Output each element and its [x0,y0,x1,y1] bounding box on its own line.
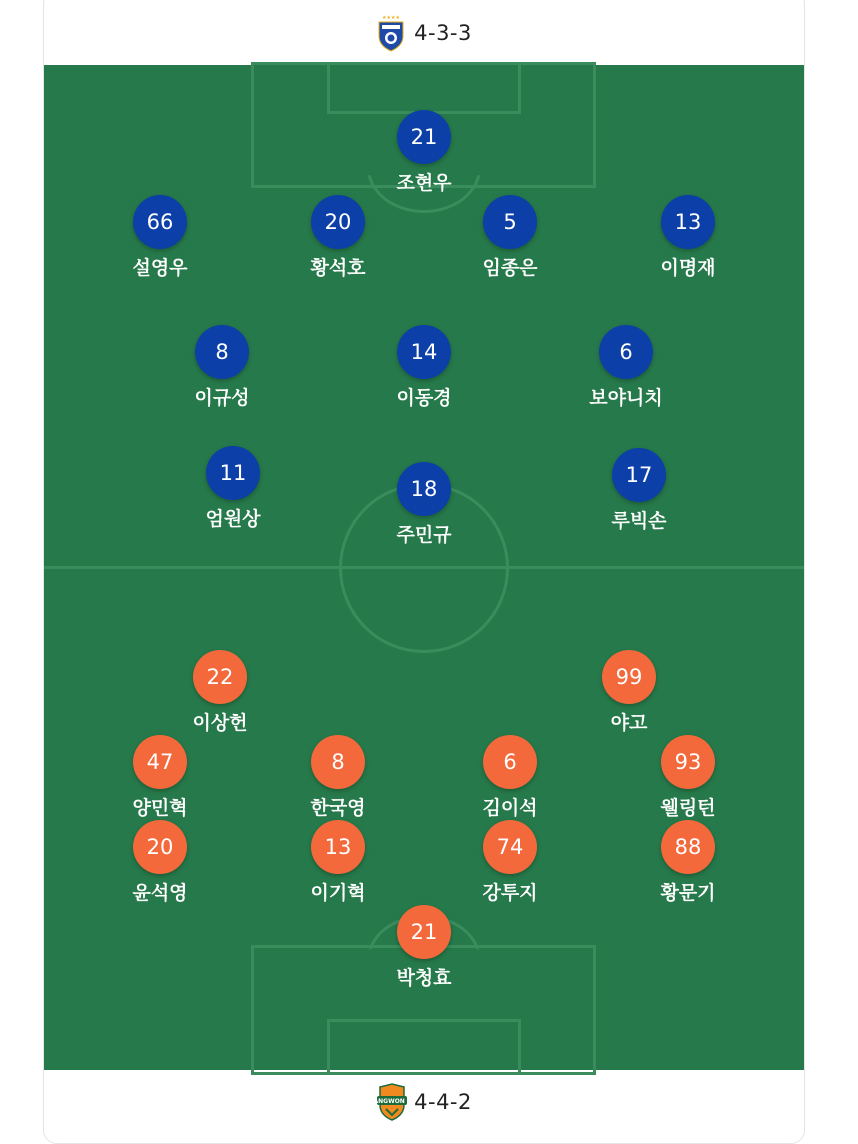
player-number: 99 [602,650,656,704]
player-number: 93 [661,735,715,789]
player-number: 8 [311,735,365,789]
player-number: 74 [483,820,537,874]
player-name: 윤석영 [132,882,188,904]
player-number: 13 [661,195,715,249]
pitch [44,65,804,1070]
player-name: 야고 [610,712,648,734]
player-name: 루빅손 [611,510,667,532]
player-number: 47 [133,735,187,789]
top-goal-box [327,62,521,114]
away-player[interactable] [440,820,580,905]
player-number: 17 [612,448,666,502]
home-player[interactable] [556,325,696,410]
away-player[interactable] [90,820,230,905]
player-number: 88 [661,820,715,874]
player-number: 11 [206,446,260,500]
player-name: 설영우 [132,257,188,279]
home-team-header [44,1,804,65]
away-team-header [44,1070,804,1133]
player-name: 이기혁 [310,882,366,904]
player-name: 한국영 [310,797,366,819]
away-player[interactable] [618,735,758,820]
player-name: 황석호 [310,257,366,279]
lineup-card [43,0,805,1144]
home-player[interactable] [440,195,580,280]
away-player[interactable] [150,650,290,735]
player-name: 임종은 [482,257,538,279]
player-name: 강투지 [482,882,538,904]
player-number: 21 [397,905,451,959]
home-player[interactable] [354,325,494,410]
home-player[interactable] [354,110,494,195]
player-name: 주민규 [396,524,452,546]
gangwon-fc-crest-icon [368,1083,416,1121]
svg-text:GANGWON FC: GANGWON FC [368,1097,416,1105]
home-player[interactable] [618,195,758,280]
home-player[interactable] [354,462,494,547]
player-number: 13 [311,820,365,874]
away-player[interactable] [268,735,408,820]
player-number: 8 [195,325,249,379]
player-name: 이규성 [194,387,250,409]
home-formation: 4-3-3 [414,21,472,45]
away-player[interactable] [440,735,580,820]
player-name: 조현우 [396,172,452,194]
player-number: 6 [599,325,653,379]
player-number: 6 [483,735,537,789]
home-player[interactable] [163,446,303,531]
player-name: 박청효 [396,967,452,989]
home-player[interactable] [90,195,230,280]
player-number: 20 [133,820,187,874]
away-player[interactable] [268,820,408,905]
player-number: 18 [397,462,451,516]
player-number: 14 [397,325,451,379]
ulsan-crest-icon [376,14,406,52]
player-number: 66 [133,195,187,249]
player-name: 황문기 [660,882,716,904]
away-formation: 4-4-2 [414,1089,472,1114]
svg-text:★★★★: ★★★★ [382,15,401,21]
home-player[interactable] [152,325,292,410]
player-number: 22 [193,650,247,704]
player-name: 양민혁 [132,797,188,819]
away-player[interactable] [618,820,758,905]
away-player[interactable] [354,905,494,990]
player-name: 엄원상 [205,508,261,530]
away-player[interactable] [559,650,699,735]
player-name: 이명재 [660,257,716,279]
home-player[interactable] [569,448,709,533]
away-player[interactable] [90,735,230,820]
player-name: 김이석 [482,797,538,819]
player-name: 이동경 [396,387,452,409]
player-number: 21 [397,110,451,164]
player-name: 보야니치 [589,387,663,409]
home-player[interactable] [268,195,408,280]
bottom-goal-box [327,1019,521,1075]
player-number: 20 [311,195,365,249]
player-name: 웰링턴 [660,797,716,819]
player-name: 이상헌 [192,712,248,734]
player-number: 5 [483,195,537,249]
